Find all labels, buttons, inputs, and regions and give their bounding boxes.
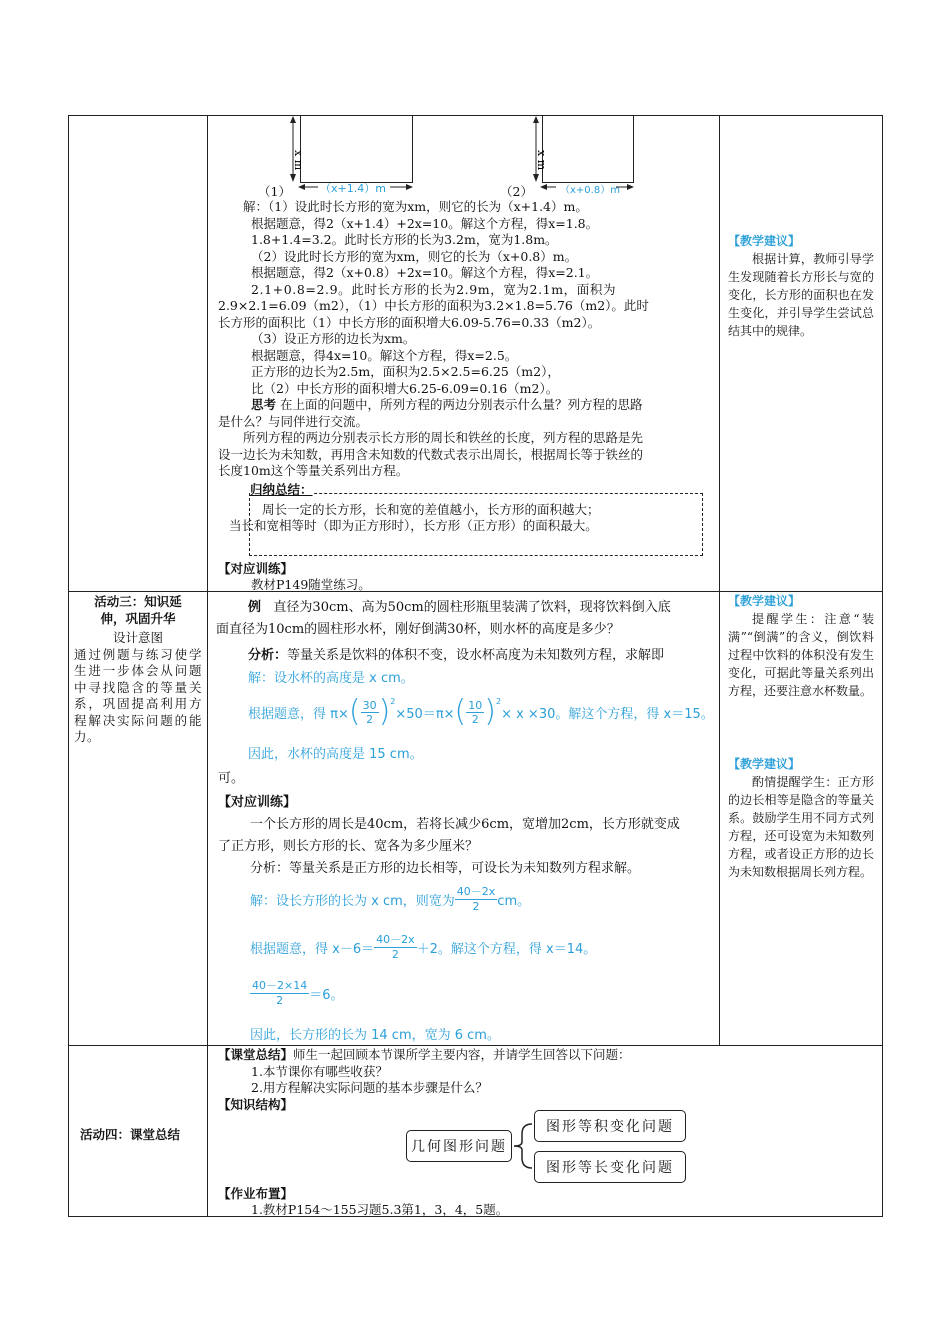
svg-text:x m: x m	[292, 150, 305, 171]
practice2-solution-2: 根据题意，得 x－6＝ 40－2x 2 ＋2。解这个方程，得 x＝14。	[250, 933, 597, 961]
solution-block	[218, 199, 712, 480]
summary-question: 2.用方程解决实际问题的基本步骤是什么？	[251, 1080, 488, 1095]
summary-line: 周长一定的长方形，长和宽的差值越小，长方形的面积越大；	[262, 502, 600, 517]
teaching-tip-1	[728, 232, 874, 340]
think-answer: 所列方程的两边分别表示长方形的周长和铁丝的长度，列方程的思路是先	[243, 430, 644, 445]
svg-text:x m: x m	[535, 150, 548, 171]
class-summary-text: 师生一起回顾本节课所学主要内容，并请学生回答以下问题：	[293, 1047, 631, 1062]
activity3-title: 活动三：知识延	[94, 594, 182, 609]
summary-title: 归纳总结：	[250, 482, 313, 497]
structure-branch-2: 图形等长变化问题	[534, 1151, 686, 1183]
fig1-bottom-dimension: （x+1.4）m	[320, 182, 386, 195]
solution-line: 2.9×2.1=6.09（m2），（1）中长方形的面积为3.2×1.8=5.76（m2）。此时	[218, 298, 649, 313]
activity3-title-cont: 伸，巩固升华	[100, 610, 176, 626]
analysis-label: 分析：	[248, 648, 288, 663]
example-text: 直径为30cm、高为50cm的圆柱形瓶里装满了饮料，现将饮料倒入底	[273, 600, 671, 615]
summary-question: 1.本节课你有哪些收获？	[251, 1063, 388, 1079]
structure-branch-1: 图形等积变化问题	[534, 1110, 686, 1142]
tip-title: 【教学建议】	[728, 594, 801, 608]
example-text-cont: 面直径为10cm的圆柱形水杯，刚好倒满30杯，则水杯的高度是多少？	[216, 622, 620, 637]
practice2-question-cont: 了正方形，则长方形的长、宽各为多少厘米？	[218, 839, 479, 854]
practice2-solution-3: 40－2×14 2 ＝6。	[252, 979, 344, 1007]
think-question: 在上面的问题中，所列方程的两边分别表示什么量？列方程的思路	[280, 397, 643, 412]
tip-text: 根据计算，教师引导学生发现随着长方形长与宽的变化，长方形的面积也在发生变化，并引导学生尝试总结其中的规律。	[728, 252, 874, 338]
solution-line: 2.1+0.8=2.9。此时长方形的长为2.9m，宽为2.1m，面积为	[251, 281, 617, 297]
tip-text: 提醒学生：注意“装满”“倒满”的含义，倒饮料过程中饮料的体积没有发生变化，可据此等量关系列出方程，还要注意水杯数量。	[728, 612, 874, 698]
practice1-title: 【对应训练】	[218, 561, 294, 576]
solution-line: 根据题意，得4x=10。解这个方程，得x=2.5。	[251, 347, 518, 363]
think-label: 思考	[251, 397, 277, 412]
tip-text: 酌情提醒学生：正方形的边长相等是隐含的等量关系。鼓励学生用不同方式列方程，还可设宽为未知数列方程，或者设正方形的边长为未知数根据周长列方程。	[728, 775, 874, 879]
knowledge-structure-label: 【知识结构】	[218, 1096, 294, 1112]
example-solution-3: 因此，水杯的高度是 15 cm。	[248, 747, 423, 762]
example-solution-1: 解：设水杯的高度是 x cm。	[248, 671, 414, 686]
example-solution-2: 根据题意，得 π× ( 30 2 ) $^2$ ×50＝π× ( 10 2 ) $^2$ × x ×30。解这个方程，得 x＝15。	[248, 694, 714, 729]
fig2-bottom-dimension: （x+0.8）m	[560, 185, 620, 196]
activity3-header	[74, 594, 202, 746]
homework-text: 1.教材P154～155习题5.3第1，3，4，5题。	[251, 1202, 509, 1217]
homework-label: 【作业布置】	[218, 1186, 294, 1201]
col-divider-2	[719, 115, 720, 1045]
teaching-tip-2	[728, 592, 874, 700]
example-block	[216, 597, 714, 667]
example-tail: 可。	[218, 771, 245, 786]
solution-line: 长方形的面积比（1）中长方形的面积增大6.09-5.76=0.33（m2）。	[218, 314, 601, 330]
fig2-label: （2）	[500, 184, 533, 199]
design-intent-text: 通过例题与练习使学生进一步体会从问题中寻找隐含的等量关系，巩固提高利用方程解决实际问题的能力。	[74, 646, 202, 744]
class-summary-label: 【课堂总结】	[218, 1047, 294, 1062]
solution-line: 解：（1）设此时长方形的宽为xm，则它的长为（x+1.4）m。	[243, 199, 588, 214]
activity4-title: 活动四：课堂总结	[80, 1127, 181, 1142]
practice2-solution-4: 因此，长方形的长为 14 cm，宽为 6 cm。	[250, 1028, 500, 1043]
solution-line: 根据题意，得2（x+1.4）+2x=10。解这个方程，得x=1.8。	[251, 215, 599, 231]
row-divider-2	[68, 1045, 882, 1046]
col-divider-1	[207, 115, 208, 1216]
practice2-title: 【对应训练】	[218, 795, 297, 810]
tip-title: 【教学建议】	[728, 234, 801, 248]
think-answer: 长度10m这个等量关系列出方程。	[218, 463, 409, 478]
analysis-text: 等量关系是饮料的体积不变，设水杯高度为未知数列方程，求解即	[287, 648, 665, 663]
teaching-tip-3	[728, 755, 874, 881]
practice2-analysis: 分析：等量关系是正方形的边长相等，可设长为未知数列方程求解。	[250, 861, 641, 876]
practice2-question: 一个长方形的周长是40cm，若将长减少6cm，宽增加2cm，长方形就变成	[250, 817, 680, 832]
practice2-solution-1: 解：设长方形的长为 x cm，则宽为 40－2x 2 cm。	[250, 885, 531, 913]
solution-line: 比（2）中长方形的面积增大6.25-6.09=0.16（m2）。	[251, 380, 559, 396]
tip-title: 【教学建议】	[728, 757, 801, 771]
fig1-label: （1）	[258, 184, 291, 199]
solution-line: 根据题意，得2（x+0.8）+2x=10。解这个方程，得x=2.1。	[251, 265, 599, 280]
example-label: 例	[248, 600, 262, 615]
solution-line: （2）设此时长方形的宽为xm，则它的长为（x+0.8）m。	[251, 248, 578, 264]
solution-line: （3）设正方形的边长为xm。	[251, 331, 416, 346]
summary-line: 当长和宽相等时（即为正方形时），长方形（正方形）的面积最大。	[229, 518, 598, 533]
design-intent-label: 设计意图	[112, 630, 163, 645]
think-question-cont: 是什么？与同伴进行交流。	[218, 413, 369, 429]
structure-root: 几何图形问题	[406, 1130, 512, 1162]
activity4-block	[218, 1047, 878, 1113]
solution-line: 1.8+1.4=3.2。此时长方形的长为3.2m，宽为1.8m。	[251, 232, 558, 247]
solution-line: 正方形的边长为2.5m，面积为2.5×2.5=6.25（m2），	[251, 364, 560, 379]
practice2-block	[218, 814, 712, 880]
practice1-text: 教材P149随堂练习。	[251, 577, 371, 592]
think-answer: 设一边长为未知数，再用含未知数的代数式表示出周长，根据周长等于铁丝的	[218, 446, 644, 462]
